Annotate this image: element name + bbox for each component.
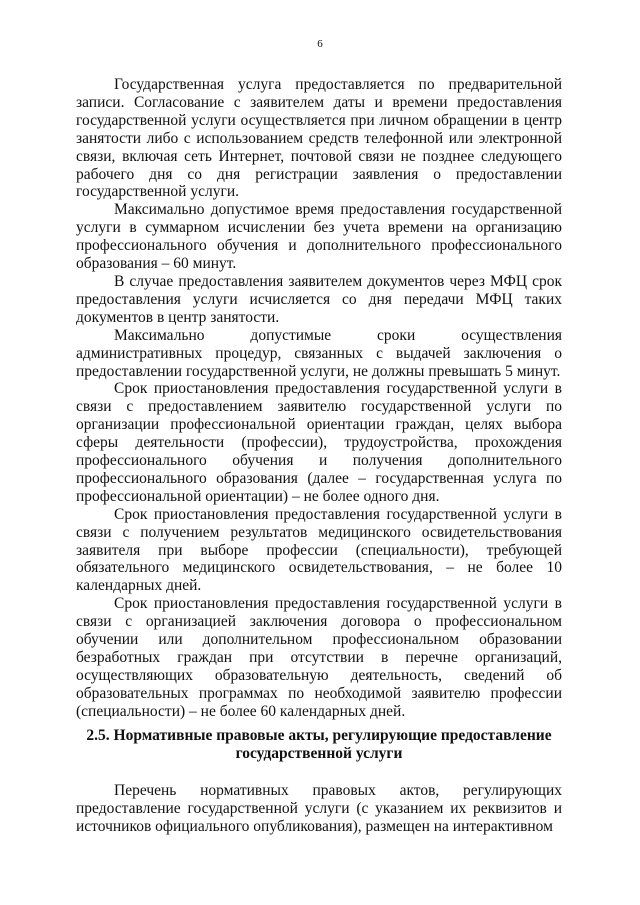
paragraph-max-time: Максимально допустимое время предоставления государственной услуги в суммарном исчислении без учета времени на организацию профессионального обучения и дополнительного профессионального образования – 60 минут.	[76, 201, 562, 273]
paragraph-admin-deadlines: Максимально допустимые сроки осуществления административных процедур, связанных с выдачей заключения о предоставлении государственной услуги, не должны превышать 5 минут.	[76, 326, 562, 380]
paragraph-suspension-orientation: Срок приостановления предоставления государственной услуги в связи с предоставлением заявителю государственной услуги по организации профессиональной ориентации граждан, целях выбора сферы деятельности (профессии), трудоустройства, прохождения профессионального обучения и получения дополнительного профессионального образования (далее – государственная услуга по профессиональной ориентации) – не более одного дня.	[76, 380, 562, 505]
paragraph-legal-acts: Перечень нормативных правовых актов, регулирующих предоставление государственной услуги (с указанием их реквизитов и источников официального опубликования), размещен на интерактивном	[76, 782, 562, 835]
page-number: 6	[317, 38, 323, 50]
paragraph-suspension-medical: Срок приостановления предоставления государственной услуги в связи с получением результатов медицинского освидетельствования заявителя при выборе профессии (специальности), требующей обязательного медицинского освидетельствования, – не более 10 календарных дней.	[76, 505, 562, 595]
tail-text	[76, 782, 562, 836]
paragraph-suspension-contract: Срок приостановления предоставления государственной услуги в связи с организацией заключения договора о профессиональном обучении или дополнительном профессиональном образовании безработных граждан при отсутствии в перечне организаций, осуществляющих образовательную деятельность, сведений об образовательных программах по необходимой заявителю профессии (специальности) – не более 60 календарных дней.	[76, 595, 562, 720]
section-heading: 2.5. Нормативные правовые акты, регулирующие предоставление государственной услуги	[86, 727, 552, 762]
body-text	[76, 76, 562, 721]
paragraph-appointment: Государственная услуга предоставляется по предварительной записи. Согласование с заявителем даты и времени предоставления государственной услуги осуществляется при личном обращении в центр занятости либо с использованием средств телефонной или электронной связи, включая сеть Интернет, почтовой связи не позднее следующего рабочего дня со дня регистрации заявления о предоставлении государственной услуги.	[76, 76, 562, 201]
paragraph-mfc: В случае предоставления заявителем документов через МФЦ срок предоставления услуги исчисляется со дня передачи МФЦ таких документов в центр занятости.	[76, 272, 562, 326]
